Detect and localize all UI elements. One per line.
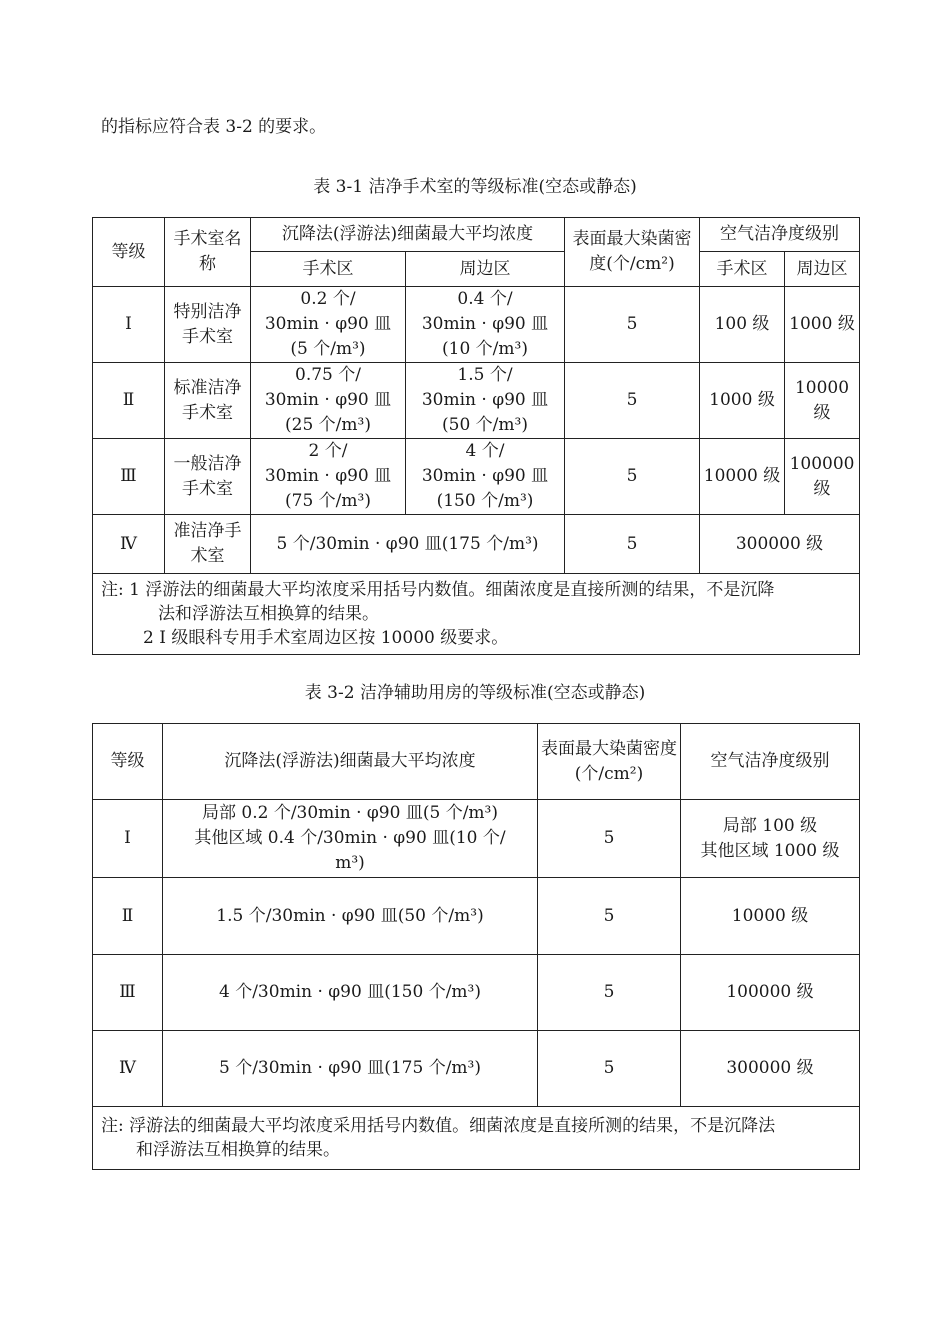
header-sub-surgery: 手术区: [251, 252, 406, 287]
header-sub-periphery: 周边区: [406, 252, 565, 287]
table2: [92, 723, 860, 1170]
header-sub-air-surgery: 手术区: [700, 252, 785, 287]
room-name-cell: 一般洁净手术室: [165, 439, 251, 515]
bacteria-cell: 4 个/30min · φ90 皿(150 个/m³): [163, 955, 538, 1031]
bacteria-merged-cell: 5 个/30min · φ90 皿(175 个/m³): [251, 515, 565, 574]
surface-cell: 5: [565, 439, 700, 515]
grade-cell: Ⅱ: [93, 363, 165, 439]
air-cell: 局部 100 级 其他区域 1000 级: [681, 800, 860, 878]
grade-cell: Ⅳ: [93, 515, 165, 574]
grade-cell: Ⅰ: [93, 287, 165, 363]
grade-cell: Ⅳ: [93, 1031, 163, 1107]
surface-cell: 5: [538, 1031, 681, 1107]
bacteria-cell: 1.5 个/30min · φ90 皿(50 个/m³): [163, 878, 538, 955]
room-name-cell: 标准洁净手术室: [165, 363, 251, 439]
air-periphery-cell: 100000 级: [785, 439, 860, 515]
table-row: [93, 800, 860, 878]
bacteria-cell: 局部 0.2 个/30min · φ90 皿(5 个/m³) 其他区域 0.4 个/30min · φ90 皿(10 个/ m³): [163, 800, 538, 878]
table-row: [93, 878, 860, 955]
surface-cell: 5: [538, 878, 681, 955]
table1-caption: 表 3-1 洁净手术室的等级标准(空态或静态): [313, 177, 637, 197]
header-surface: 表面最大染菌密度(个/cm²): [565, 218, 700, 287]
air-surgery-cell: 1000 级: [700, 363, 785, 439]
surface-cell: 5: [538, 955, 681, 1031]
table1-note: 注: 1 浮游法的细菌最大平均浓度采用括号内数值。细菌浓度是直接所测的结果，不是沉降 法和浮游法互相换算的结果。 2 Ⅰ 级眼科专用手术室周边区按 10000 级要求。: [93, 574, 860, 655]
table-row: [93, 287, 860, 363]
air-surgery-cell: 100 级: [700, 287, 785, 363]
surface-cell: 5: [565, 363, 700, 439]
header-air: 空气洁净度级别: [700, 218, 860, 252]
header-bacteria: 沉降法(浮游法)细菌最大平均浓度: [163, 724, 538, 800]
table2-note: 注: 浮游法的细菌最大平均浓度采用括号内数值。细菌浓度是直接所测的结果，不是沉降法 和浮游法互相换算的结果。: [93, 1107, 860, 1170]
room-name-cell: 特别洁净手术室: [165, 287, 251, 363]
surgery-cell: 0.2 个/ 30min · φ90 皿 (5 个/m³): [251, 287, 406, 363]
header-air: 空气洁净度级别: [681, 724, 860, 800]
air-cell: 100000 级: [681, 955, 860, 1031]
air-periphery-cell: 10000 级: [785, 363, 860, 439]
grade-cell: Ⅱ: [93, 878, 163, 955]
periphery-cell: 4 个/ 30min · φ90 皿 (150 个/m³): [406, 439, 565, 515]
table-row: [93, 363, 860, 439]
surface-cell: 5: [565, 515, 700, 574]
header-room-name: 手术室名称: [165, 218, 251, 287]
table-row: [93, 1031, 860, 1107]
table-row: [93, 439, 860, 515]
bacteria-cell: 5 个/30min · φ90 皿(175 个/m³): [163, 1031, 538, 1107]
table2-caption: 表 3-2 洁净辅助用房的等级标准(空态或静态): [304, 683, 646, 703]
air-periphery-cell: 1000 级: [785, 287, 860, 363]
grade-cell: Ⅲ: [93, 955, 163, 1031]
surgery-cell: 2 个/ 30min · φ90 皿 (75 个/m³): [251, 439, 406, 515]
header-grade: 等级: [93, 218, 165, 287]
header-bacteria: 沉降法(浮游法)细菌最大平均浓度: [251, 218, 565, 252]
air-cell: 10000 级: [681, 878, 860, 955]
intro-paragraph: 的指标应符合表 3-2 的要求。: [101, 117, 327, 137]
table1: [92, 217, 860, 655]
surface-cell: 5: [565, 287, 700, 363]
grade-cell: Ⅲ: [93, 439, 165, 515]
header-sub-air-periphery: 周边区: [785, 252, 860, 287]
grade-cell: Ⅰ: [93, 800, 163, 878]
table-row: [93, 515, 860, 574]
header-surface: 表面最大染菌密度(个/cm²): [538, 724, 681, 800]
air-surgery-cell: 10000 级: [700, 439, 785, 515]
periphery-cell: 0.4 个/ 30min · φ90 皿 (10 个/m³): [406, 287, 565, 363]
periphery-cell: 1.5 个/ 30min · φ90 皿 (50 个/m³): [406, 363, 565, 439]
room-name-cell: 准洁净手术室: [165, 515, 251, 574]
table-row: [93, 955, 860, 1031]
surgery-cell: 0.75 个/ 30min · φ90 皿 (25 个/m³): [251, 363, 406, 439]
header-grade: 等级: [93, 724, 163, 800]
surface-cell: 5: [538, 800, 681, 878]
air-cell: 300000 级: [681, 1031, 860, 1107]
air-merged-cell: 300000 级: [700, 515, 860, 574]
